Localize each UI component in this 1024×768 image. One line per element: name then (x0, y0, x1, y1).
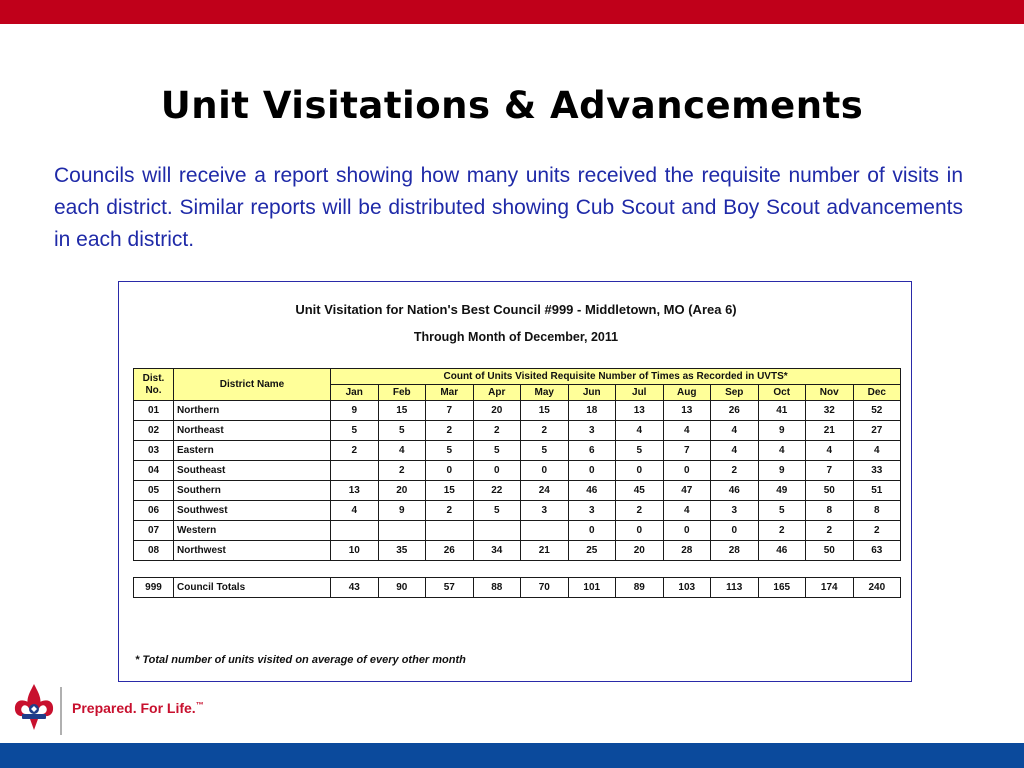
month-value-cell: 18 (568, 401, 616, 421)
month-value-cell: 2 (426, 421, 474, 441)
table-row (134, 541, 901, 561)
dist-no-cell: 07 (134, 521, 174, 541)
month-value-cell: 2 (378, 461, 426, 481)
month-value-cell (331, 461, 379, 481)
month-value-cell: 47 (663, 481, 711, 501)
month-value-cell: 50 (806, 541, 854, 561)
month-value-cell: 2 (758, 521, 806, 541)
report-subtitle: Through Month of December, 2011 (413, 330, 619, 344)
month-header-oct: Oct (758, 385, 806, 401)
month-value-cell: 0 (616, 461, 664, 481)
district-name-cell: Northeast (174, 421, 331, 441)
month-value-cell: 2 (616, 501, 664, 521)
month-value-cell: 4 (853, 441, 901, 461)
month-value-cell: 34 (473, 541, 521, 561)
dist-no-cell: 08 (134, 541, 174, 561)
month-value-cell: 7 (426, 401, 474, 421)
month-value-cell: 35 (378, 541, 426, 561)
month-value-cell: 52 (853, 401, 901, 421)
month-value-cell: 46 (711, 481, 759, 501)
table-row (134, 461, 901, 481)
table-row (134, 441, 901, 461)
month-value-cell: 3 (711, 501, 759, 521)
header-district-name: District Name (174, 369, 331, 401)
district-name-cell: Southwest (174, 501, 331, 521)
district-name-cell: Southeast (174, 461, 331, 481)
district-name-cell: Eastern (174, 441, 331, 461)
month-value-cell: 9 (378, 501, 426, 521)
month-value-cell: 240 (853, 578, 901, 598)
month-value-cell: 63 (853, 541, 901, 561)
header-dist-no: Dist. No. (134, 369, 174, 401)
table-row (134, 521, 901, 541)
month-value-cell: 0 (473, 461, 521, 481)
logo-divider (60, 687, 62, 735)
table-body (134, 401, 901, 598)
top-accent-bar (0, 0, 1024, 24)
dist-no-cell: 06 (134, 501, 174, 521)
dist-no-cell: 05 (134, 481, 174, 501)
table-row (134, 401, 901, 421)
month-value-cell: 70 (521, 578, 569, 598)
month-value-cell: 4 (663, 501, 711, 521)
month-value-cell: 88 (473, 578, 521, 598)
month-value-cell (378, 521, 426, 541)
unit-visitation-table (133, 368, 901, 598)
month-value-cell: 0 (663, 521, 711, 541)
month-value-cell: 33 (853, 461, 901, 481)
month-header-mar: Mar (426, 385, 474, 401)
month-value-cell: 8 (853, 501, 901, 521)
bottom-accent-bar (0, 743, 1024, 768)
intro-paragraph: Councils will receive a report showing how many units received the requisite number of visits in each district. Similar reports will be distributed showing Cub Scout and Boy Scout advancements in each district. (54, 164, 963, 251)
totals-row (134, 578, 901, 598)
month-value-cell: 2 (806, 521, 854, 541)
month-value-cell: 41 (758, 401, 806, 421)
month-value-cell: 9 (758, 461, 806, 481)
month-value-cell: 20 (378, 481, 426, 501)
district-name-cell: Southern (174, 481, 331, 501)
month-value-cell: 165 (758, 578, 806, 598)
month-value-cell: 32 (806, 401, 854, 421)
month-value-cell: 13 (663, 401, 711, 421)
month-value-cell: 5 (521, 441, 569, 461)
month-value-cell: 2 (473, 421, 521, 441)
month-value-cell: 22 (473, 481, 521, 501)
month-header-may: May (521, 385, 569, 401)
month-value-cell: 4 (616, 421, 664, 441)
month-value-cell: 90 (378, 578, 426, 598)
district-name-cell: Northern (174, 401, 331, 421)
month-header-aug: Aug (663, 385, 711, 401)
slide-title: Unit Visitations & Advancements (160, 84, 864, 127)
month-value-cell: 103 (663, 578, 711, 598)
month-value-cell: 26 (426, 541, 474, 561)
dist-no-cell: 02 (134, 421, 174, 441)
month-value-cell: 46 (758, 541, 806, 561)
month-value-cell: 113 (711, 578, 759, 598)
month-value-cell: 15 (378, 401, 426, 421)
month-value-cell: 174 (806, 578, 854, 598)
month-value-cell: 15 (521, 401, 569, 421)
month-value-cell: 21 (521, 541, 569, 561)
month-value-cell: 7 (806, 461, 854, 481)
month-value-cell: 2 (521, 421, 569, 441)
month-value-cell: 45 (616, 481, 664, 501)
month-value-cell: 0 (711, 521, 759, 541)
month-header-dec: Dec (853, 385, 901, 401)
month-value-cell: 20 (616, 541, 664, 561)
month-value-cell: 5 (473, 501, 521, 521)
month-value-cell: 101 (568, 578, 616, 598)
month-value-cell (473, 521, 521, 541)
month-value-cell: 0 (568, 461, 616, 481)
month-value-cell: 13 (331, 481, 379, 501)
month-value-cell: 28 (711, 541, 759, 561)
month-header-nov: Nov (806, 385, 854, 401)
month-header-apr: Apr (473, 385, 521, 401)
month-value-cell: 4 (711, 441, 759, 461)
district-name-cell: Western (174, 521, 331, 541)
month-value-cell: 10 (331, 541, 379, 561)
dist-no-cell: 04 (134, 461, 174, 481)
month-value-cell (426, 521, 474, 541)
month-value-cell: 5 (758, 501, 806, 521)
month-header-jun: Jun (568, 385, 616, 401)
dist-no-cell: 03 (134, 441, 174, 461)
month-value-cell: 2 (331, 441, 379, 461)
table-row (134, 481, 901, 501)
month-value-cell: 51 (853, 481, 901, 501)
table-row (134, 501, 901, 521)
month-value-cell: 2 (426, 501, 474, 521)
month-value-cell: 25 (568, 541, 616, 561)
month-value-cell: 43 (331, 578, 379, 598)
month-value-cell: 5 (473, 441, 521, 461)
month-value-cell: 5 (378, 421, 426, 441)
district-name-cell: Council Totals (174, 578, 331, 598)
month-value-cell: 24 (521, 481, 569, 501)
month-value-cell: 50 (806, 481, 854, 501)
month-value-cell: 0 (426, 461, 474, 481)
month-value-cell: 15 (426, 481, 474, 501)
month-value-cell (331, 521, 379, 541)
month-value-cell: 5 (331, 421, 379, 441)
header-count-group: Count of Units Visited Requisite Number of Times as Recorded in UVTS* (331, 369, 901, 385)
fleur-de-lis-logo-icon (10, 680, 58, 736)
brand-tagline: Prepared. For Life.™ (72, 700, 204, 716)
month-value-cell: 13 (616, 401, 664, 421)
month-value-cell: 2 (711, 461, 759, 481)
month-value-cell: 8 (806, 501, 854, 521)
table-row (134, 421, 901, 441)
month-value-cell: 89 (616, 578, 664, 598)
month-value-cell: 0 (616, 521, 664, 541)
month-header-sep: Sep (711, 385, 759, 401)
month-value-cell: 3 (568, 501, 616, 521)
month-value-cell: 6 (568, 441, 616, 461)
month-value-cell: 4 (711, 421, 759, 441)
month-value-cell (521, 521, 569, 541)
month-header-feb: Feb (378, 385, 426, 401)
month-value-cell: 28 (663, 541, 711, 561)
month-value-cell: 4 (806, 441, 854, 461)
month-value-cell: 3 (521, 501, 569, 521)
month-value-cell: 9 (331, 401, 379, 421)
month-value-cell: 4 (758, 441, 806, 461)
month-value-cell: 4 (331, 501, 379, 521)
report-image-frame (118, 281, 912, 682)
report-footnote: * Total number of units visited on average of every other month (135, 654, 466, 666)
month-value-cell: 2 (853, 521, 901, 541)
month-value-cell: 5 (426, 441, 474, 461)
district-name-cell: Northwest (174, 541, 331, 561)
month-value-cell: 21 (806, 421, 854, 441)
month-value-cell: 0 (521, 461, 569, 481)
month-value-cell: 0 (568, 521, 616, 541)
month-value-cell: 20 (473, 401, 521, 421)
month-value-cell: 4 (663, 421, 711, 441)
month-value-cell: 49 (758, 481, 806, 501)
month-value-cell: 26 (711, 401, 759, 421)
month-header-jan: Jan (331, 385, 379, 401)
month-value-cell: 9 (758, 421, 806, 441)
report-title: Unit Visitation for Nation's Best Council #999 - Middletown, MO (Area 6) (295, 302, 737, 317)
month-value-cell: 4 (378, 441, 426, 461)
month-header-jul: Jul (616, 385, 664, 401)
month-value-cell: 0 (663, 461, 711, 481)
month-value-cell: 3 (568, 421, 616, 441)
dist-no-cell: 01 (134, 401, 174, 421)
dist-no-cell: 999 (134, 578, 174, 598)
month-value-cell: 57 (426, 578, 474, 598)
month-value-cell: 27 (853, 421, 901, 441)
spacer-row (134, 561, 901, 578)
month-value-cell: 5 (616, 441, 664, 461)
month-value-cell: 46 (568, 481, 616, 501)
month-value-cell: 7 (663, 441, 711, 461)
